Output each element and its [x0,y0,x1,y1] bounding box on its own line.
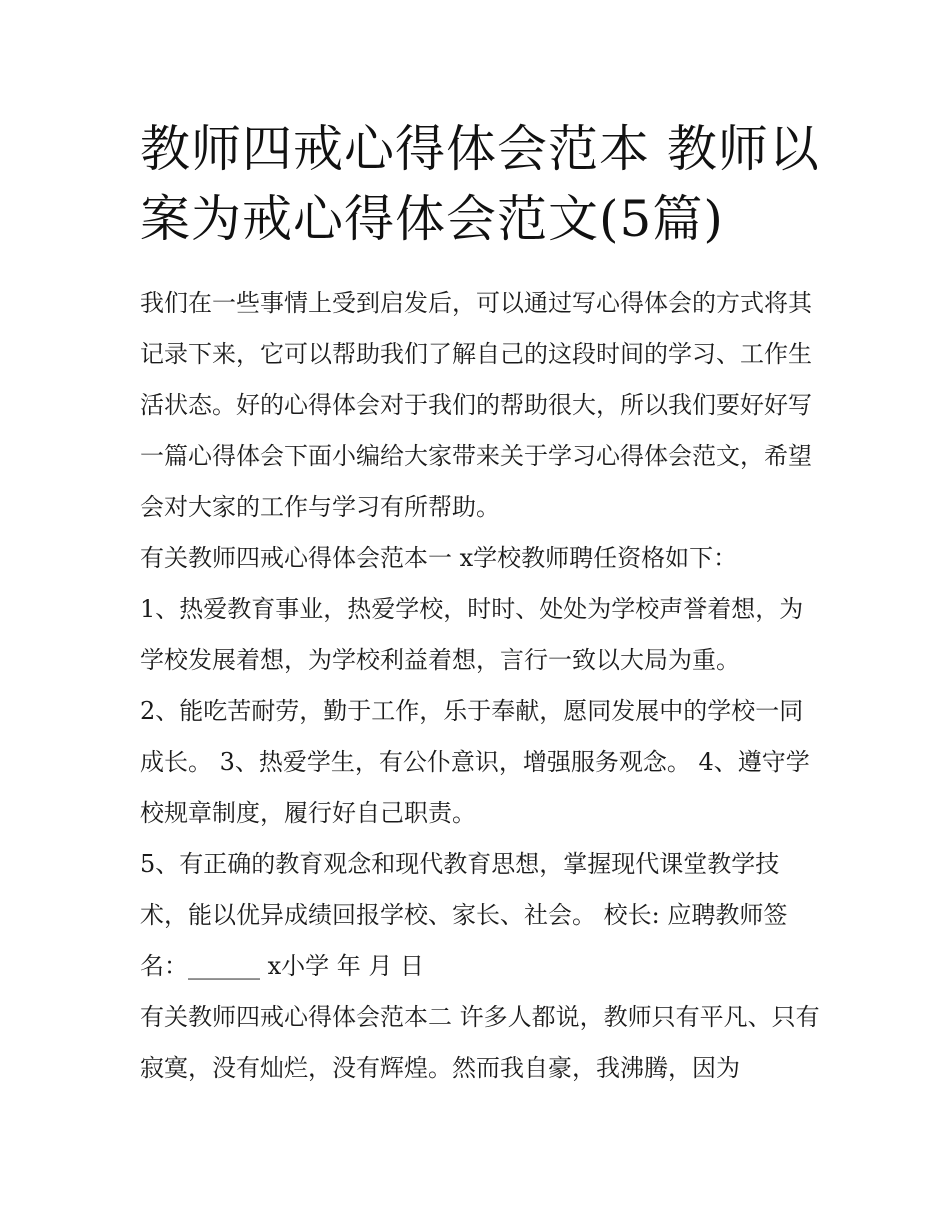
paragraph-intro: 我们在一些事情上受到启发后，可以通过写心得体会的方式将其记录下来，它可以帮助我们了解自己的这段时间的学习、工作生活状态。好的心得体会对于我们的帮助很大，所以我们要好好写一篇心得体会下面小编给大家带来关于学习心得体会范文，希望会对大家的工作与学习有所帮助。 [140,289,812,521]
paragraph-requirement-1: 1、热爱教育事业，热爱学校，时时、处处为学校声誉着想，为学校发展着想，为学校利益着想，言行一致以大局为重。 [140,595,804,674]
paragraph-sample-two: 有关教师四戒心得体会范本二 许多人都说，教师只有平凡、只有寂寞，没有灿烂，没有辉煌。然而我自豪，我沸腾，因为 [140,1003,820,1082]
document-title: 教师四戒心得体会范本 教师以案为戒心得体会范文(5篇) [140,120,820,248]
document-body [140,278,820,1094]
paragraph-requirement-5-signature: 5、有正确的教育观念和现代教育思想，掌握现代课堂教学技术，能以优异成绩回报学校、家长、社会。 校长: 应聘教师签名：______ x小学 年 月 日 [140,850,788,980]
paragraph-requirement-2-4: 2、能吃苦耐劳，勤于工作，乐于奉献，愿同发展中的学校一同成长。 3、热爱学生，有公仆意识，增强服务观念。 4、遵守学校规章制度，履行好自己职责。 [140,697,810,827]
paragraph-sample-one-heading: 有关教师四戒心得体会范本一 x学校教师聘任资格如下： [140,544,738,572]
